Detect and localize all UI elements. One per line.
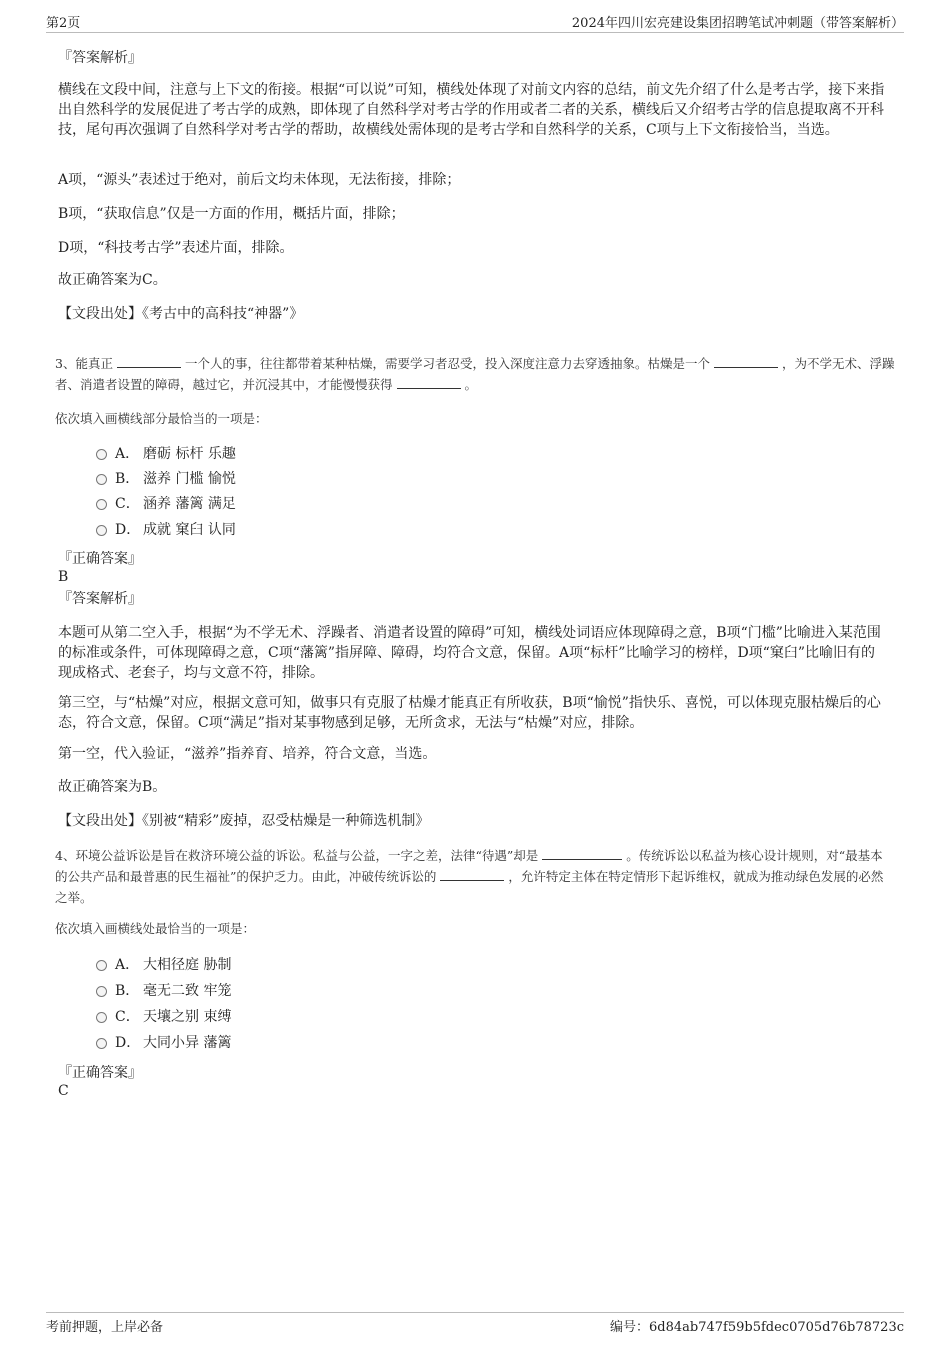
q4-option-d[interactable]: D． 大同小异 藩篱 <box>96 1033 231 1053</box>
q4-stem: 4、环境公益诉讼是旨在救济环境公益的诉讼。私益与公益，一字之差，法律“待遇”却是 。传统诉讼以私益为核心设计规则，对“最基本的公共产品和最普惠的民生福祉”的保护乏力。由此，冲破传统诉讼的 ，允许特定主体在特定情形下起诉维权，就成为推动绿色发展的必然之举。 <box>55 848 884 905</box>
radio-icon[interactable] <box>96 449 107 460</box>
q3-prompt: 依次填入画横线部分最恰当的一项是： <box>55 411 268 426</box>
q3-option-d[interactable]: D． 成就 窠臼 认同 <box>96 520 236 540</box>
q2-analysis-option-b: B项，“获取信息”仅是一方面的作用，概括片面，排除； <box>58 206 405 222</box>
q4-option-a[interactable]: A． 大相径庭 胁制 <box>96 955 231 975</box>
radio-icon[interactable] <box>96 986 107 997</box>
q3-conclusion: 故正确答案为B。 <box>58 779 167 795</box>
page-header <box>46 12 904 33</box>
fill-blank <box>397 376 461 389</box>
q4-option-c[interactable]: C． 天壤之别 束缚 <box>96 1007 231 1027</box>
q3-option-b[interactable]: B． 滋养 门槛 愉悦 <box>96 469 236 489</box>
q2-analysis-option-a: A项，“源头”表述过于绝对，前后文均未体现，无法衔接，排除； <box>58 172 461 188</box>
q4-correct-answer: C <box>58 1083 69 1099</box>
radio-icon[interactable] <box>96 525 107 536</box>
radio-icon[interactable] <box>96 499 107 510</box>
q2-analysis-option-d: D项，“科技考古学”表述片面，排除。 <box>58 240 294 256</box>
q3-option-a[interactable]: A． 磨砺 标杆 乐趣 <box>96 444 236 464</box>
q3-correct-label: 『正确答案』 <box>58 551 142 567</box>
q2-analysis-label: 『答案解析』 <box>58 50 142 66</box>
q4-option-b[interactable]: B． 毫无二致 牢笼 <box>96 981 231 1001</box>
q4-prompt: 依次填入画横线处最恰当的一项是： <box>55 921 256 936</box>
q4-correct-label: 『正确答案』 <box>58 1065 142 1081</box>
footer-slogan: 考前押题，上岸必备 <box>46 1320 164 1335</box>
q2-conclusion: 故正确答案为C。 <box>58 272 167 288</box>
fill-blank <box>542 847 622 860</box>
radio-icon[interactable] <box>96 1012 107 1023</box>
q3-correct-answer: B <box>58 569 69 585</box>
q3-analysis-label: 『答案解析』 <box>58 591 142 607</box>
page-footer <box>46 1312 904 1338</box>
q3-stem: 3、能真正 一个人的事，往往都带着某种枯燥，需要学习者忍受，投入深度注意力去穿透抽象。枯燥是一个 ，为不学无术、浮躁者、消遣者设置的障碍，越过它，并沉浸其中，才能慢慢获得 。 <box>55 356 895 392</box>
radio-icon[interactable] <box>96 1038 107 1049</box>
q3-option-c[interactable]: C． 涵养 藩篱 满足 <box>96 494 236 514</box>
fill-blank <box>440 868 504 881</box>
radio-icon[interactable] <box>96 474 107 485</box>
fill-blank <box>117 355 181 368</box>
page-number: 第2页 <box>46 16 81 31</box>
q3-analysis-p2: 第三空，与“枯燥”对应，根据文意可知，做事只有克服了枯燥才能真正有所收获，B项“愉悦”指快乐、喜悦，可以体现克服枯燥后的心态，符合文意，保留。C项“满足”指对某事物感到足够，无所贪求，无法与“枯燥”对应，排除。 <box>58 695 881 731</box>
fill-blank <box>714 355 778 368</box>
radio-icon[interactable] <box>96 960 107 971</box>
q3-analysis-p1: 本题可从第二空入手，根据“为不学无术、浮躁者、消遣者设置的障碍”可知，横线处词语应体现障碍之意，B项“门槛”比喻进入某范围的标准或条件，可体现障碍之意，C项“藩篱”指屏障、障碍，均符合文意，保留。A项“标杆”比喻学习的榜样，D项“窠臼”比喻旧有的现成格式、老套子，均与文意不符，排除。 <box>58 625 881 681</box>
q3-analysis-p3: 第一空，代入验证，“滋养”指养育、培养，符合文意，当选。 <box>58 746 437 762</box>
document-title: 2024年四川宏亮建设集团招聘笔试冲刺题（带答案解析） <box>571 16 904 31</box>
footer-serial: 编号：6d84ab747f59b5fdec0705d76b78723c <box>610 1320 904 1335</box>
q2-source: 【文段出处】《考古中的高科技“神器”》 <box>58 306 304 322</box>
q2-analysis-paragraph: 横线在文段中间，注意与上下文的衔接。根据“可以说”可知，横线处体现了对前文内容的总结，前文先介绍了什么是考古学，接下来指出自然科学的发展促进了考古学的成熟，即体现了自然科学对考古学的作用或者二者的关系，横线后又介绍考古学的信息提取离不开科技，尾句再次强调了自然科学对考古学的帮助，故横线处需体现的是考古学和自然科学的关系，C项与上下文衔接恰当，当选。 <box>58 82 885 138</box>
q3-source: 【文段出处】《别被“精彩”废掉，忍受枯燥是一种筛选机制》 <box>58 813 430 829</box>
